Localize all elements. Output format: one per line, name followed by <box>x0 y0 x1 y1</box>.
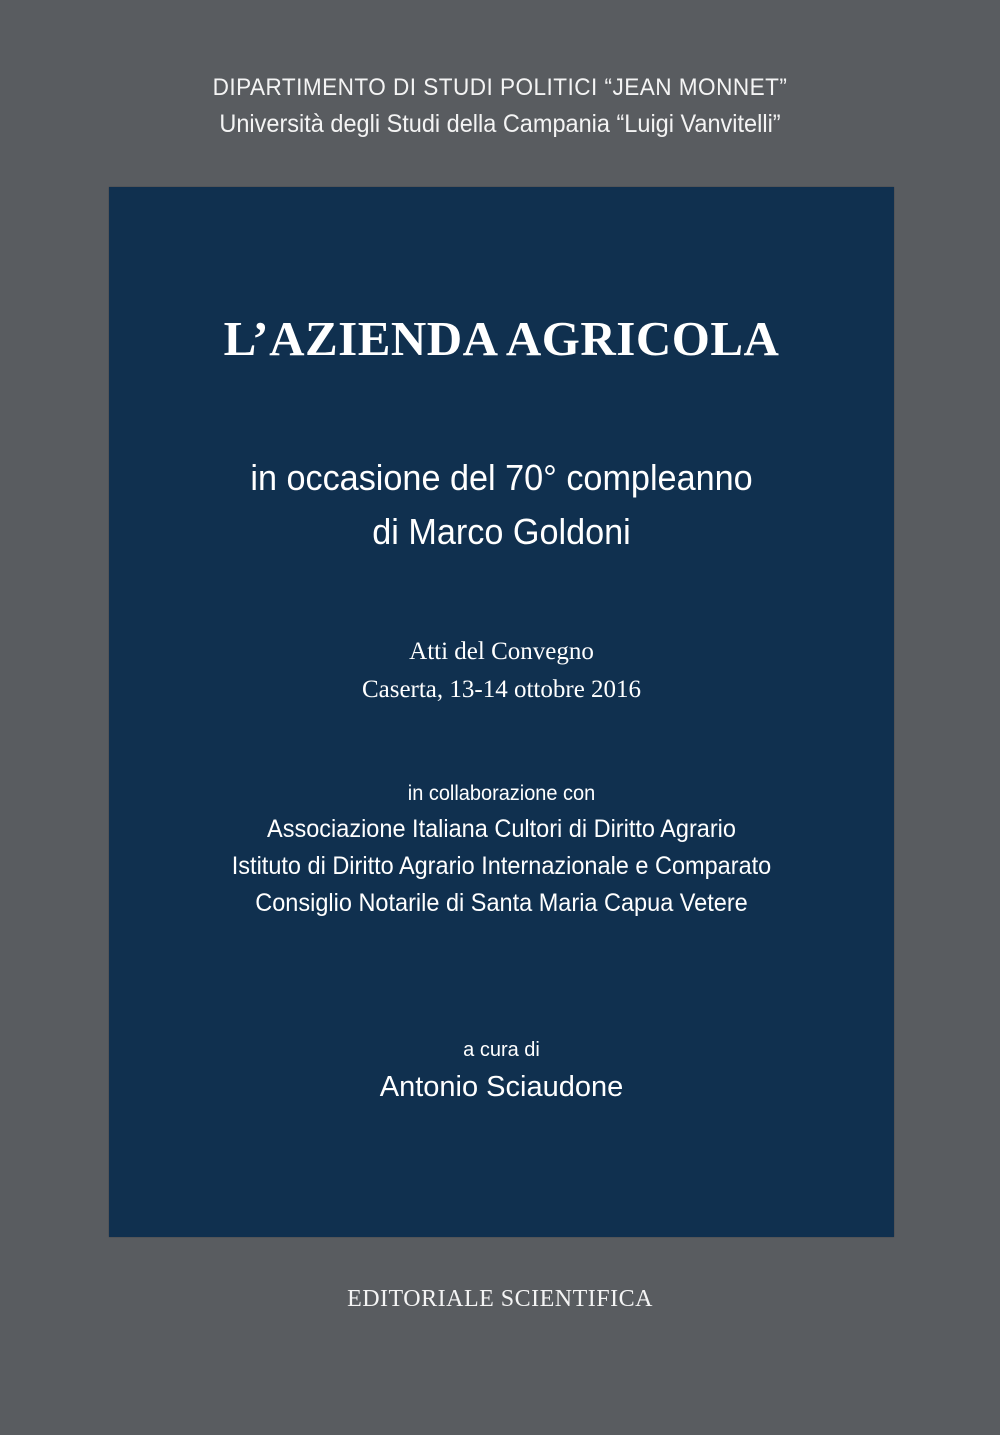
editor-name: Antonio Sciaudone <box>379 1071 624 1103</box>
subtitle-line-2: di Marco Goldoni <box>372 511 631 552</box>
collaborator-3: Consiglio Notarile di Santa Maria Capua Vetere <box>255 889 748 917</box>
book-title: L’AZIENDA AGRICOLA <box>223 311 780 366</box>
book-subtitle <box>129 451 875 559</box>
editor-block <box>109 1034 894 1108</box>
collaborator-1: Associazione Italiana Cultori di Diritto Agrario <box>267 815 736 843</box>
editor-label: a cura di <box>463 1039 540 1061</box>
cover-header <box>0 70 1000 142</box>
conference-label: Atti del Convegno <box>409 638 594 665</box>
cover-panel <box>109 187 894 1237</box>
university-name: Università degli Studi della Campania “Luigi Vanvitelli” <box>219 110 781 138</box>
department-name: DIPARTIMENTO DI STUDI POLITICI “JEAN MONNET” <box>212 74 788 101</box>
publisher-name: EDITORIALE SCIENTIFICA <box>347 1286 653 1312</box>
conference-place-date: Caserta, 13-14 ottobre 2016 <box>361 676 642 703</box>
conference-info <box>109 633 894 709</box>
collaboration-block <box>109 777 894 922</box>
subtitle-line-1: in occasione del 70° compleanno <box>250 457 753 498</box>
collaborator-2: Istituto di Diritto Agrario Internazionale e Comparato <box>231 852 772 880</box>
collaboration-intro: in collaborazione con <box>407 782 596 805</box>
